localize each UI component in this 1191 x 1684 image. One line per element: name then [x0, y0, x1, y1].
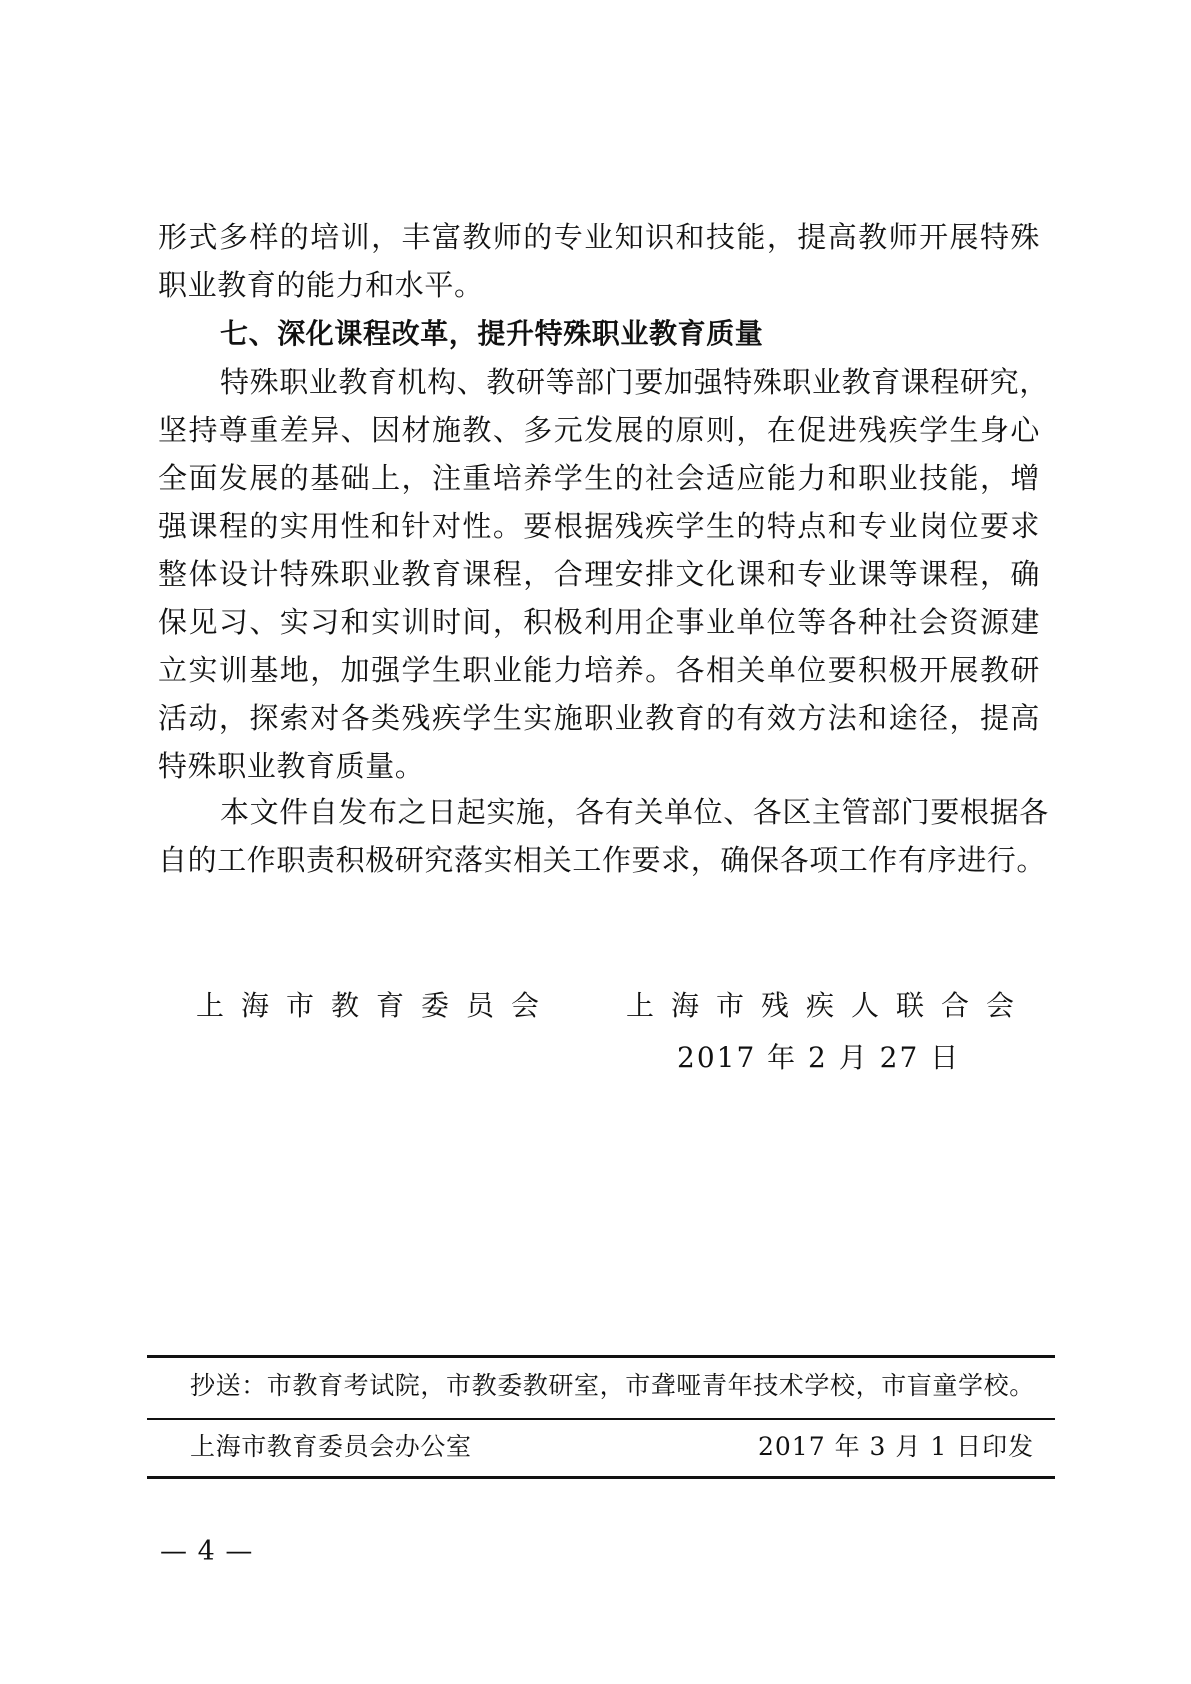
continuation-paragraph — [158, 213, 1040, 309]
paragraph-line: 职业教育的能力和水平。 — [158, 268, 484, 302]
section-paragraph — [158, 358, 1049, 790]
paragraph-line: 本文件自发布之日起实施，各有关单位、各区主管部门要根据各 — [220, 795, 1049, 829]
footer-rule-bottom — [147, 1476, 1055, 1479]
footer-rule-middle — [147, 1418, 1055, 1420]
paragraph-line: 全面发展的基础上，注重培养学生的社会适应能力和职业技能，增 — [158, 461, 1040, 495]
paragraph-line: 坚持尊重差异、因材施教、多元发展的原则，在促进残疾学生身心 — [158, 413, 1040, 447]
paragraph-line: 活动，探索对各类残疾学生实施职业教育的有效方法和途径，提高 — [158, 701, 1040, 735]
paragraph-line: 特殊职业教育机构、教研等部门要加强特殊职业教育课程研究， — [220, 365, 1049, 399]
paragraph-line: 保见习、实习和实训时间，积极利用企事业单位等各种社会资源建 — [158, 605, 1040, 639]
paragraph-line: 立实训基地，加强学生职业能力培养。各相关单位要积极开展教研 — [158, 653, 1040, 687]
cc-line: 抄送：市教育考试院，市教委教研室，市聋哑青年技术学校，市盲童学校。 — [190, 1371, 1035, 1400]
issuer-disabled-federation: 上海市残疾人联合会 — [626, 989, 1032, 1022]
page-number: — 4 — — [160, 1536, 254, 1567]
signature-date: 2017 年 2 月 27 日 — [677, 1041, 961, 1074]
paragraph-line: 形式多样的培训，丰富教师的专业知识和技能，提高教师开展特殊 — [158, 220, 1040, 254]
footer-rule-top — [147, 1355, 1055, 1358]
section-heading: 七、深化课程改革，提升特殊职业教育质量 — [220, 317, 764, 350]
paragraph-line: 特殊职业教育质量。 — [158, 749, 425, 783]
paragraph-line: 整体设计特殊职业教育课程，合理安排文化课和专业课等课程，确 — [158, 557, 1040, 591]
paragraph-line: 强课程的实用性和针对性。要根据残疾学生的特点和专业岗位要求 — [158, 509, 1040, 543]
closing-paragraph — [158, 788, 1049, 884]
paragraph-line: 自的工作职责积极研究落实相关工作要求，确保各项工作有序进行。 — [158, 843, 1047, 877]
issuing-office: 上海市教育委员会办公室 — [190, 1432, 472, 1461]
print-date: 2017 年 3 月 1 日印发 — [758, 1432, 1035, 1461]
issuer-education-commission: 上海市教育委员会 — [196, 989, 557, 1022]
